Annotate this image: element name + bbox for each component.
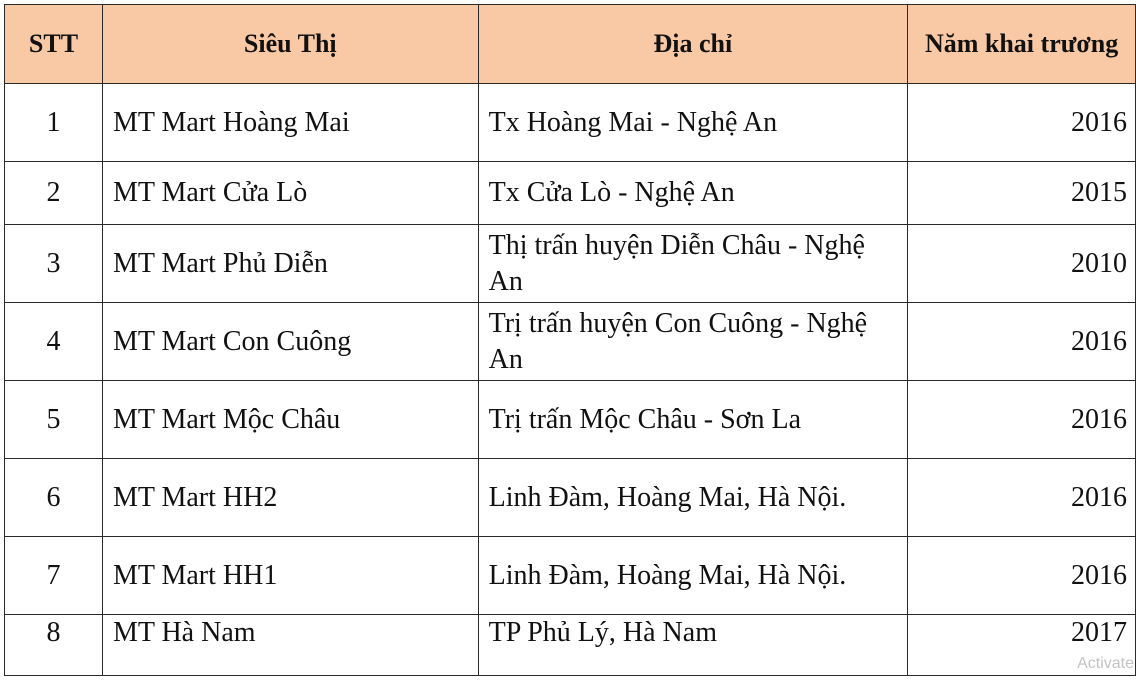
- header-year: Năm khai trương: [908, 5, 1136, 84]
- table-row: [5, 225, 1136, 303]
- header-address: Địa chỉ: [478, 5, 908, 84]
- store-table: [4, 4, 1136, 676]
- cell-year: 2015: [908, 162, 1136, 225]
- cell-address: TP Phủ Lý, Hà Nam: [478, 615, 908, 676]
- table-body: [5, 84, 1136, 676]
- cell-year: 2016: [908, 459, 1136, 537]
- cell-address: Tx Cửa Lò - Nghệ An: [478, 162, 908, 225]
- header-store: Siêu Thị: [102, 5, 478, 84]
- cell-address: Linh Đàm, Hoàng Mai, Hà Nội.: [478, 537, 908, 615]
- cell-stt: 8: [5, 615, 103, 676]
- cell-store: MT Mart Phủ Diễn: [102, 225, 478, 303]
- table-row: [5, 381, 1136, 459]
- cell-address: Linh Đàm, Hoàng Mai, Hà Nội.: [478, 459, 908, 537]
- activation-watermark: Activate: [1077, 655, 1134, 672]
- header-row: [5, 5, 1136, 84]
- table-row: [5, 459, 1136, 537]
- cell-address: Tx Hoàng Mai - Nghệ An: [478, 84, 908, 162]
- cell-stt: 5: [5, 381, 103, 459]
- cell-stt: 3: [5, 225, 103, 303]
- cell-stt: 6: [5, 459, 103, 537]
- cell-year: 2016: [908, 84, 1136, 162]
- cell-store: MT Mart Con Cuông: [102, 303, 478, 381]
- cell-stt: 7: [5, 537, 103, 615]
- table-row: [5, 303, 1136, 381]
- table-row: [5, 162, 1136, 225]
- table-header: [5, 5, 1136, 84]
- header-stt: STT: [5, 5, 103, 84]
- cell-stt: 2: [5, 162, 103, 225]
- table-row: [5, 615, 1136, 676]
- cell-address: Trị trấn huyện Con Cuông - Nghệ An: [478, 303, 908, 381]
- cell-store: MT Hà Nam: [102, 615, 478, 676]
- cell-year: 2016: [908, 303, 1136, 381]
- cell-year: 2016: [908, 381, 1136, 459]
- cell-store: MT Mart Hoàng Mai: [102, 84, 478, 162]
- cell-stt: 1: [5, 84, 103, 162]
- cell-store: MT Mart Mộc Châu: [102, 381, 478, 459]
- cell-store: MT Mart HH2: [102, 459, 478, 537]
- cell-store: MT Mart HH1: [102, 537, 478, 615]
- cell-year: 2017: [908, 615, 1136, 676]
- cell-year: 2010: [908, 225, 1136, 303]
- cell-address: Trị trấn Mộc Châu - Sơn La: [478, 381, 908, 459]
- cell-stt: 4: [5, 303, 103, 381]
- cell-address: Thị trấn huyện Diễn Châu - Nghệ An: [478, 225, 908, 303]
- cell-year: 2016: [908, 537, 1136, 615]
- cell-store: MT Mart Cửa Lò: [102, 162, 478, 225]
- table-row: [5, 537, 1136, 615]
- table-row: [5, 84, 1136, 162]
